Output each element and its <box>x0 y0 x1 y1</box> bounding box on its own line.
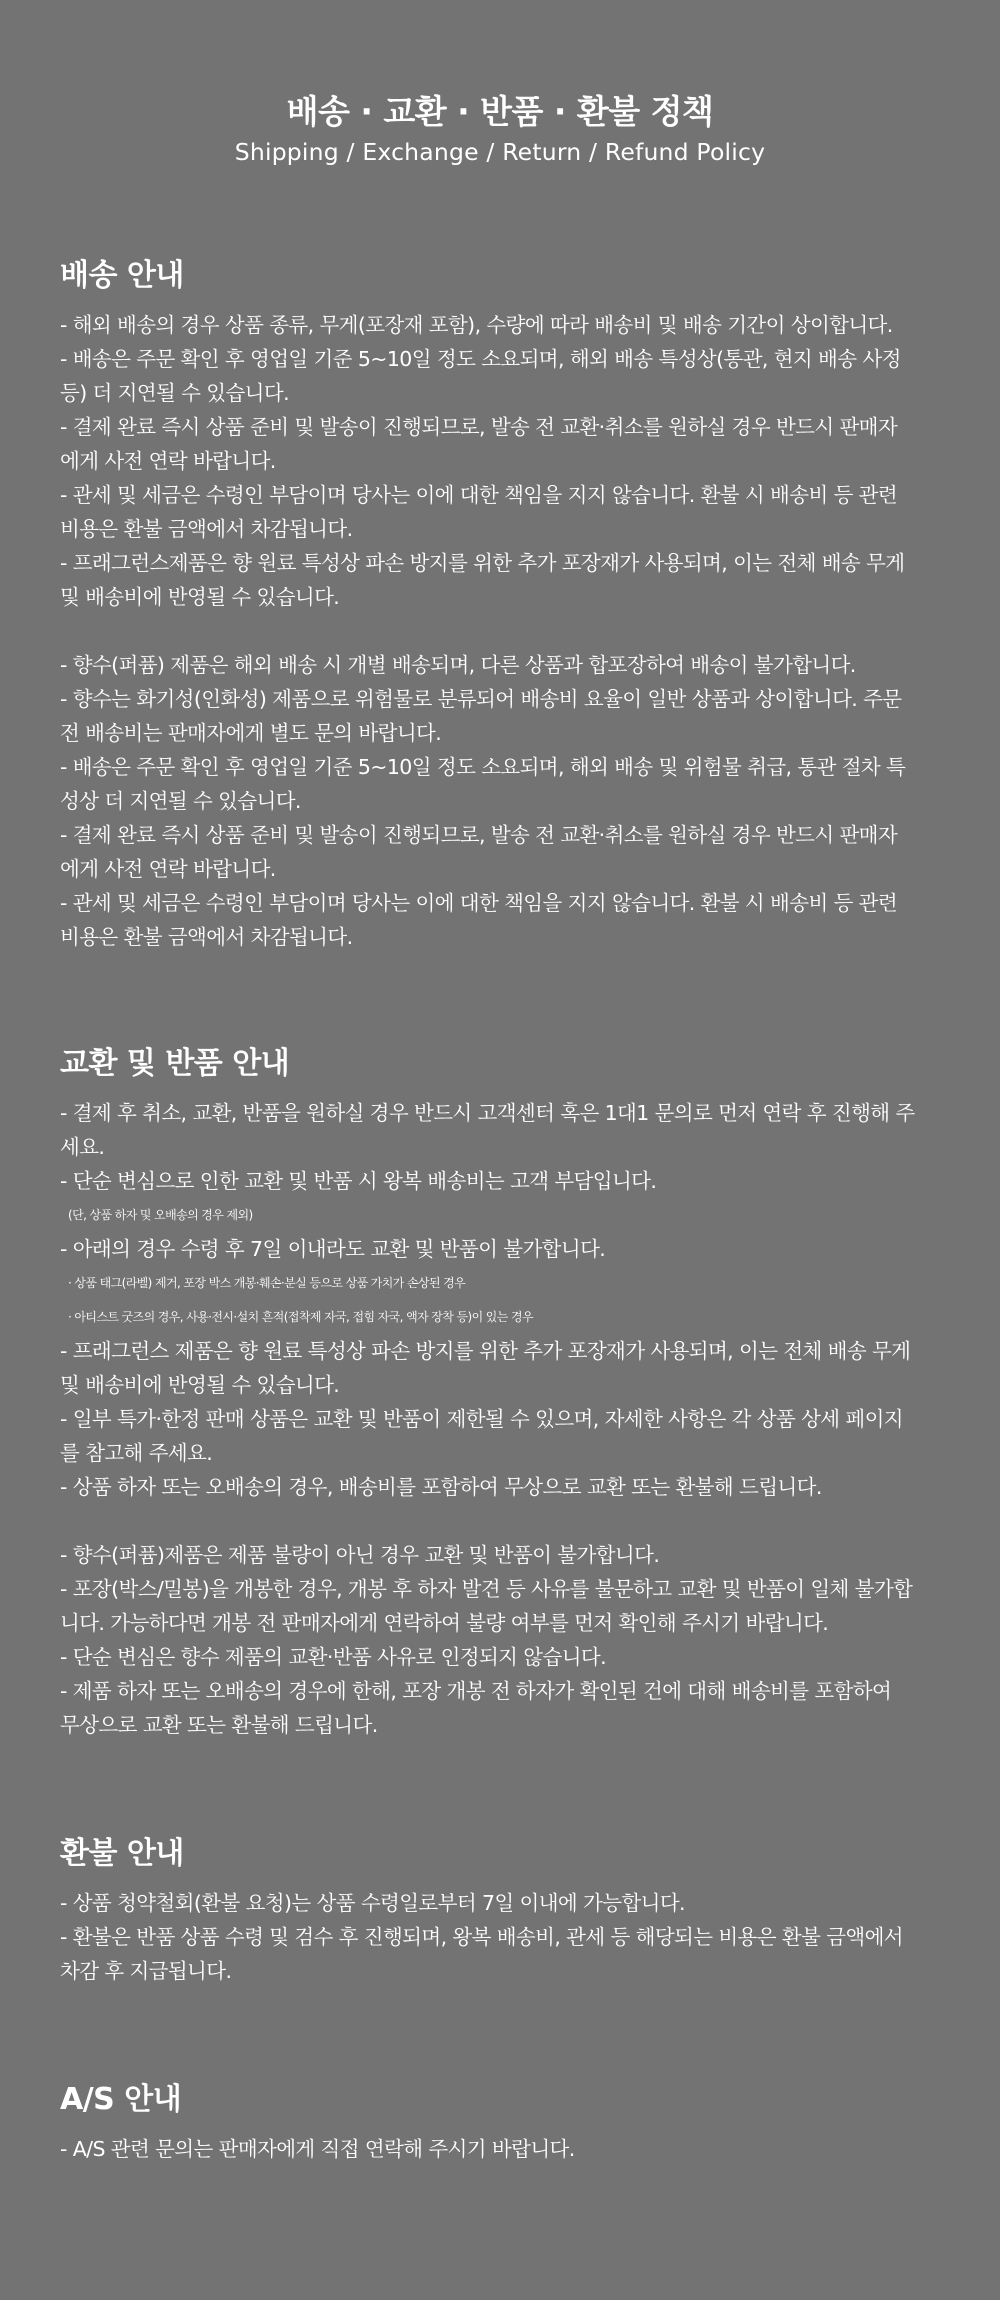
policy-text-line: 에게 사전 연락 바랍니다. <box>60 857 276 881</box>
policy-text-line: 세요. <box>60 1135 105 1159</box>
policy-text-line: - 상품 청약철회(환불 요청)는 상품 수령일로부터 7일 이내에 가능합니다. <box>60 1891 685 1915</box>
exchange-section <box>60 1044 946 1742</box>
as-section <box>60 2080 946 2166</box>
policy-text-line: - A/S 관련 문의는 판매자에게 직접 연락해 주시기 바랍니다. <box>60 2137 575 2161</box>
policy-text-line: - 단순 변심으로 인한 교환 및 반품 시 왕복 배송비는 고객 부담입니다. <box>60 1169 657 1193</box>
policy-text-line: - 단순 변심은 향수 제품의 교환·반품 사유로 인정되지 않습니다. <box>60 1645 607 1669</box>
policy-text-line: - 상품 하자 또는 오배송의 경우, 배송비를 포함하여 무상으로 교환 또는 환불해 드립니다. <box>60 1475 822 1499</box>
policy-text-line: 및 배송비에 반영될 수 있습니다. <box>60 585 340 609</box>
policy-text-line: 니다. 가능하다면 개봉 전 판매자에게 연락하여 불량 여부를 먼저 확인해 주시기 바랍니다. <box>60 1611 829 1635</box>
policy-text-line: 전 배송비는 판매자에게 별도 문의 바랍니다. <box>60 721 442 745</box>
policy-text-line: - 결제 완료 즉시 상품 준비 및 발송이 진행되므로, 발송 전 교환·취소를 원하실 경우 반드시 판매자 <box>60 823 898 847</box>
policy-text-line: 비용은 환불 금액에서 차감됩니다. <box>60 925 353 949</box>
policy-text-line: 성상 더 지연될 수 있습니다. <box>60 789 301 813</box>
policy-text-line: 및 배송비에 반영될 수 있습니다. <box>60 1373 340 1397</box>
policy-text-line: - 향수(퍼퓸) 제품은 해외 배송 시 개별 배송되며, 다른 상품과 합포장하여 배송이 불가합니다. <box>60 653 856 677</box>
policy-text-line: - 아래의 경우 수령 후 7일 이내라도 교환 및 반품이 불가합니다. <box>60 1237 606 1261</box>
policy-text-line: - 해외 배송의 경우 상품 종류, 무게(포장재 포함), 수량에 따라 배송비 및 배송 기간이 상이합니다. <box>60 313 893 337</box>
policy-text-line: - 향수는 화기성(인화성) 제품으로 위험물로 분류되어 배송비 요율이 일반 상품과 상이합니다. 주문 <box>60 687 902 711</box>
shipping-section <box>60 256 946 954</box>
page-subtitle: Shipping / Exchange / Return / Refund Policy <box>234 138 766 166</box>
paragraph-gap <box>60 614 946 648</box>
policy-text-line: - 제품 하자 또는 오배송의 경우에 한해, 포장 개봉 전 하자가 확인된 건에 대해 배송비를 포함하여 <box>60 1679 892 1703</box>
shipping-section-title: 배송 안내 <box>60 258 184 293</box>
policy-text-line: 등) 더 지연될 수 있습니다. <box>60 381 290 405</box>
policy-text-line: - 포장(박스/밀봉)을 개봉한 경우, 개봉 후 하자 발견 등 사유를 불문하고 교환 및 반품이 일체 불가합 <box>60 1577 913 1601</box>
policy-text-line: · 상품 태그(라벨) 제거, 포장 박스 개봉·훼손·분실 등으로 상품 가치가 손상된 경우 <box>68 1276 466 1290</box>
policy-text-line: - 프래그런스 제품은 향 원료 특성상 파손 방지를 위한 추가 포장재가 사용되며, 이는 전체 배송 무게 <box>60 1339 911 1363</box>
policy-text-line: · 아티스트 굿즈의 경우, 사용·전시·설치 흔적(접착제 자국, 접힘 자국, 액자 장착 등)이 있는 경우 <box>68 1310 533 1324</box>
policy-text-line: 를 참고해 주세요. <box>60 1441 213 1465</box>
policy-text-line: - 결제 완료 즉시 상품 준비 및 발송이 진행되므로, 발송 전 교환·취소를 원하실 경우 반드시 판매자 <box>60 415 898 439</box>
policy-text-line: - 관세 및 세금은 수령인 부담이며 당사는 이에 대한 책임을 지지 않습니다. 환불 시 배송비 등 관련 <box>60 891 898 915</box>
policy-text-line: - 향수(퍼퓸)제품은 제품 불량이 아닌 경우 교환 및 반품이 불가합니다. <box>60 1543 660 1567</box>
page-header <box>0 90 1000 168</box>
refund-section <box>60 1834 946 1988</box>
refund-section-title: 환불 안내 <box>60 1836 184 1871</box>
policy-text-line: - 프래그런스제품은 향 원료 특성상 파손 방지를 위한 추가 포장재가 사용되며, 이는 전체 배송 무게 <box>60 551 905 575</box>
policy-text-line: - 배송은 주문 확인 후 영업일 기준 5~10일 정도 소요되며, 해외 배송 및 위험물 취급, 통관 절차 특 <box>60 755 906 779</box>
policy-text-line: - 결제 후 취소, 교환, 반품을 원하실 경우 반드시 고객센터 혹은 1대1 문의로 먼저 연락 후 진행해 주 <box>60 1101 915 1125</box>
policy-text-line: 비용은 환불 금액에서 차감됩니다. <box>60 517 353 541</box>
policy-text-line: 무상으로 교환 또는 환불해 드립니다. <box>60 1713 378 1737</box>
policy-text-line: - 환불은 반품 상품 수령 및 검수 후 진행되며, 왕복 배송비, 관세 등 해당되는 비용은 환불 금액에서 <box>60 1925 904 1949</box>
page-title: 배송 · 교환 · 반품 · 환불 정책 <box>286 92 714 131</box>
paragraph-gap <box>60 1504 946 1538</box>
policy-text-line: (단, 상품 하자 및 오배송의 경우 제외) <box>68 1208 253 1222</box>
as-section-title: A/S 안내 <box>60 2082 182 2117</box>
exchange-section-body <box>60 1096 946 1742</box>
shipping-section-body <box>60 308 946 954</box>
policy-text-line: - 일부 특가·한정 판매 상품은 교환 및 반품이 제한될 수 있으며, 자세한 사항은 각 상품 상세 페이지 <box>60 1407 904 1431</box>
policy-text-line: - 관세 및 세금은 수령인 부담이며 당사는 이에 대한 책임을 지지 않습니다. 환불 시 배송비 등 관련 <box>60 483 898 507</box>
policy-text-line: 차감 후 지급됩니다. <box>60 1959 232 1983</box>
refund-section-body <box>60 1886 946 1988</box>
policy-text-line: 에게 사전 연락 바랍니다. <box>60 449 276 473</box>
as-section-body <box>60 2132 946 2166</box>
exchange-section-title: 교환 및 반품 안내 <box>60 1046 290 1081</box>
policy-text-line: - 배송은 주문 확인 후 영업일 기준 5~10일 정도 소요되며, 해외 배송 특성상(통관, 현지 배송 사정 <box>60 347 901 371</box>
